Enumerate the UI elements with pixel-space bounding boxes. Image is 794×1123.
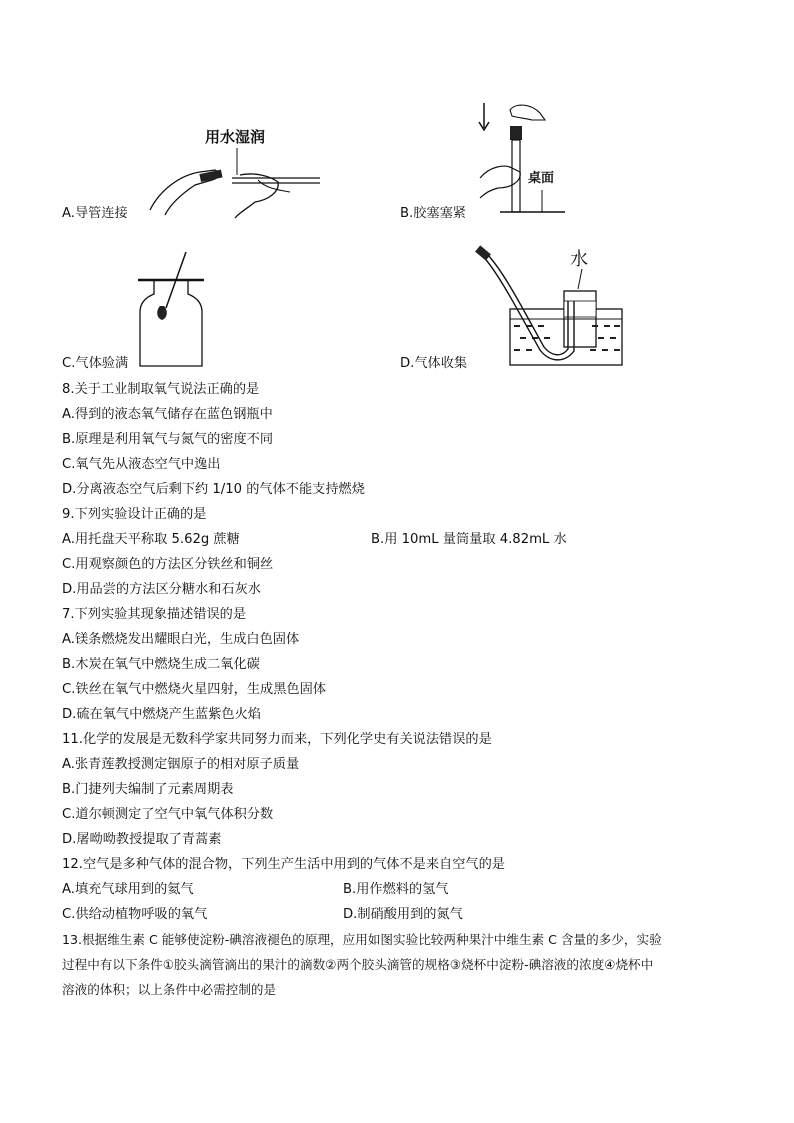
question-9-option-c: C.用观察颜色的方法区分铁丝和铜丝	[62, 557, 274, 572]
question-12-option-d: D.制硝酸用到的氮气	[343, 907, 463, 922]
question-11-option-b: B.门捷列夫编制了元素周期表	[62, 782, 234, 797]
question-8-option-b: B.原理是利用氧气与氮气的密度不同	[62, 432, 274, 447]
figure-b-caption: B.胶塞塞紧	[400, 206, 466, 221]
question-7-option-d: D.硫在氧气中燃烧产生蓝紫色火焰	[62, 707, 261, 722]
question-9-option-a: A.用托盘天平称取 5.62g 蔗糖	[62, 532, 240, 547]
figure-a-annotation: 用水湿润	[205, 128, 266, 146]
question-7-option-b: B.木炭在氧气中燃烧生成二氧化碳	[62, 657, 260, 672]
question-8-option-a: A.得到的液态氧气储存在蓝色钢瓶中	[62, 407, 273, 422]
question-8-option-d: D.分离液态空气后剩下约 1/10 的气体不能支持燃烧	[62, 482, 365, 497]
figure-a-pipe-connection	[140, 120, 330, 220]
figure-d-annotation: 水	[570, 249, 588, 270]
figure-d-gas-collection	[470, 245, 630, 375]
question-11-option-c: C.道尔顿测定了空气中氧气体积分数	[62, 807, 274, 822]
question-13-line-3: 溶液的体积；以上条件中必需控制的是	[62, 982, 277, 997]
question-12-stem: 12.空气是多种气体的混合物，下列生产生活中用到的气体不是来自空气的是	[62, 857, 505, 872]
figure-d-caption: D.气体收集	[400, 356, 468, 371]
pipe-connection-illustration	[140, 120, 330, 220]
question-12-option-c: C.供给动植物呼吸的氧气	[62, 907, 208, 922]
figure-b-annotation: 桌面	[528, 171, 555, 186]
figure-b-stopper	[470, 98, 570, 220]
question-7-stem: 7.下列实验其现象描述错误的是	[62, 607, 247, 622]
question-8-option-c: C.氧气先从液态空气中逸出	[62, 457, 221, 472]
question-9-option-b: B.用 10mL 量筒量取 4.82mL 水	[371, 532, 567, 547]
stopper-illustration	[470, 98, 570, 220]
question-11-option-d: D.屠呦呦教授提取了青蒿素	[62, 832, 222, 847]
figure-c-gas-test	[128, 248, 214, 370]
question-9-stem: 9.下列实验设计正确的是	[62, 507, 207, 522]
question-9-option-d: D.用品尝的方法区分糖水和石灰水	[62, 582, 261, 597]
question-7-option-a: A.镁条燃烧发出耀眼白光，生成白色固体	[62, 632, 300, 647]
question-12-option-a: A.填充气球用到的氦气	[62, 882, 194, 897]
figure-a-caption: A.导管连接	[62, 206, 128, 221]
question-11-option-a: A.张青莲教授测定铟原子的相对原子质量	[62, 757, 300, 772]
question-8-stem: 8.关于工业制取氧气说法正确的是	[62, 382, 260, 397]
question-7-option-c: C.铁丝在氧气中燃烧火星四射，生成黑色固体	[62, 682, 326, 697]
question-13-line-1: 13.根据维生素 C 能够使淀粉-碘溶液褪色的原理，应用如图实验比较两种果汁中维生素 C 含量的多少，实验	[62, 932, 662, 947]
question-11-stem: 11.化学的发展是无数科学家共同努力而来，下列化学史有关说法错误的是	[62, 732, 492, 747]
figure-c-caption: C.气体验满	[62, 356, 129, 371]
gas-bottle-illustration	[128, 248, 214, 370]
question-13-line-2: 过程中有以下条件①胶头滴管滴出的果汁的滴数②两个胶头滴管的规格③烧杯中淀粉-碘溶液的浓度④烧杯中	[62, 957, 654, 972]
water-trough-illustration	[470, 245, 630, 375]
question-12-option-b: B.用作燃料的氢气	[343, 882, 449, 897]
